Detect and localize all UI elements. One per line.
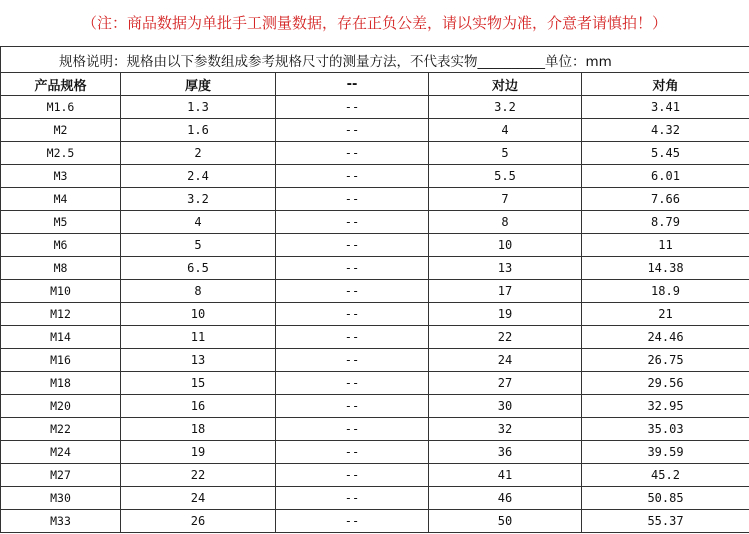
table-row <box>1 510 749 533</box>
cell-across-corners: 26.75 <box>582 349 749 372</box>
cell-across-flats: 4 <box>429 119 582 142</box>
table-row <box>1 418 749 441</box>
cell-thickness: 2 <box>121 142 276 165</box>
cell-across-flats: 36 <box>429 441 582 464</box>
cell-blank: -- <box>276 349 429 372</box>
cell-blank: -- <box>276 487 429 510</box>
spec-note-row <box>1 47 749 73</box>
cell-thickness: 19 <box>121 441 276 464</box>
cell-across-flats: 50 <box>429 510 582 533</box>
cell-across-flats: 8 <box>429 211 582 234</box>
cell-across-flats: 5 <box>429 142 582 165</box>
cell-blank: -- <box>276 418 429 441</box>
cell-blank: -- <box>276 165 429 188</box>
table-row <box>1 464 749 487</box>
cell-size: M33 <box>1 510 121 533</box>
cell-thickness: 5 <box>121 234 276 257</box>
cell-across-corners: 24.46 <box>582 326 749 349</box>
cell-across-flats: 10 <box>429 234 582 257</box>
cell-blank: -- <box>276 395 429 418</box>
cell-size: M20 <box>1 395 121 418</box>
cell-blank: -- <box>276 188 429 211</box>
cell-blank: -- <box>276 257 429 280</box>
header-blank: -- <box>276 73 429 96</box>
cell-size: M1.6 <box>1 96 121 119</box>
cell-across-corners: 32.95 <box>582 395 749 418</box>
cell-across-flats: 41 <box>429 464 582 487</box>
table-header-row <box>1 73 749 96</box>
cell-blank: -- <box>276 441 429 464</box>
cell-size: M30 <box>1 487 121 510</box>
cell-thickness: 6.5 <box>121 257 276 280</box>
header-across-flats: 对边 <box>429 73 582 96</box>
cell-across-flats: 22 <box>429 326 582 349</box>
cell-across-flats: 5.5 <box>429 165 582 188</box>
cell-size: M16 <box>1 349 121 372</box>
cell-blank: -- <box>276 326 429 349</box>
cell-size: M10 <box>1 280 121 303</box>
table-row <box>1 188 749 211</box>
cell-blank: -- <box>276 96 429 119</box>
cell-across-corners: 18.9 <box>582 280 749 303</box>
spec-table <box>0 46 749 533</box>
cell-size: M6 <box>1 234 121 257</box>
cell-thickness: 1.3 <box>121 96 276 119</box>
cell-thickness: 16 <box>121 395 276 418</box>
cell-thickness: 13 <box>121 349 276 372</box>
cell-thickness: 2.4 <box>121 165 276 188</box>
cell-size: M12 <box>1 303 121 326</box>
cell-across-flats: 3.2 <box>429 96 582 119</box>
cell-blank: -- <box>276 142 429 165</box>
cell-across-flats: 27 <box>429 372 582 395</box>
cell-across-flats: 17 <box>429 280 582 303</box>
cell-thickness: 22 <box>121 464 276 487</box>
header-thickness: 厚度 <box>121 73 276 96</box>
table-row <box>1 142 749 165</box>
cell-across-flats: 46 <box>429 487 582 510</box>
cell-across-corners: 35.03 <box>582 418 749 441</box>
header-across-corners: 对角 <box>582 73 749 96</box>
cell-across-flats: 30 <box>429 395 582 418</box>
table-row <box>1 257 749 280</box>
table-row <box>1 303 749 326</box>
cell-across-flats: 32 <box>429 418 582 441</box>
cell-size: M2.5 <box>1 142 121 165</box>
cell-thickness: 24 <box>121 487 276 510</box>
table-row <box>1 372 749 395</box>
cell-blank: -- <box>276 372 429 395</box>
table-row <box>1 119 749 142</box>
cell-across-corners: 29.56 <box>582 372 749 395</box>
table-row <box>1 487 749 510</box>
cell-size: M27 <box>1 464 121 487</box>
table-row <box>1 395 749 418</box>
cell-size: M18 <box>1 372 121 395</box>
cell-across-flats: 13 <box>429 257 582 280</box>
cell-across-flats: 19 <box>429 303 582 326</box>
cell-size: M4 <box>1 188 121 211</box>
table-row <box>1 326 749 349</box>
cell-blank: -- <box>276 303 429 326</box>
cell-thickness: 10 <box>121 303 276 326</box>
cell-size: M8 <box>1 257 121 280</box>
cell-across-corners: 3.41 <box>582 96 749 119</box>
cell-across-corners: 5.45 <box>582 142 749 165</box>
cell-thickness: 15 <box>121 372 276 395</box>
cell-size: M24 <box>1 441 121 464</box>
cell-thickness: 11 <box>121 326 276 349</box>
cell-blank: -- <box>276 510 429 533</box>
cell-thickness: 26 <box>121 510 276 533</box>
disclaimer-notice: （注：商品数据为单批手工测量数据，存在正负公差，请以实物为准，介意者请慎拍！） <box>81 14 667 32</box>
cell-across-corners: 7.66 <box>582 188 749 211</box>
cell-across-corners: 45.2 <box>582 464 749 487</box>
cell-across-corners: 39.59 <box>582 441 749 464</box>
cell-thickness: 8 <box>121 280 276 303</box>
cell-across-corners: 21 <box>582 303 749 326</box>
cell-across-corners: 11 <box>582 234 749 257</box>
table-row <box>1 165 749 188</box>
cell-size: M3 <box>1 165 121 188</box>
cell-thickness: 3.2 <box>121 188 276 211</box>
cell-across-corners: 8.79 <box>582 211 749 234</box>
cell-blank: -- <box>276 234 429 257</box>
cell-thickness: 4 <box>121 211 276 234</box>
cell-thickness: 18 <box>121 418 276 441</box>
table-row <box>1 441 749 464</box>
table-row <box>1 211 749 234</box>
table-row <box>1 96 749 119</box>
cell-size: M5 <box>1 211 121 234</box>
table-row <box>1 280 749 303</box>
spec-note: 规格说明：规格由以下参数组成参考规格尺寸的测量方法，不代表实物__________单位：mm <box>1 47 749 73</box>
cell-across-flats: 7 <box>429 188 582 211</box>
cell-across-corners: 14.38 <box>582 257 749 280</box>
cell-blank: -- <box>276 464 429 487</box>
cell-across-corners: 55.37 <box>582 510 749 533</box>
cell-blank: -- <box>276 280 429 303</box>
cell-across-corners: 50.85 <box>582 487 749 510</box>
cell-across-corners: 6.01 <box>582 165 749 188</box>
cell-size: M14 <box>1 326 121 349</box>
table-row <box>1 234 749 257</box>
header-size: 产品规格 <box>1 73 121 96</box>
cell-size: M2 <box>1 119 121 142</box>
cell-size: M22 <box>1 418 121 441</box>
table-row <box>1 349 749 372</box>
cell-blank: -- <box>276 119 429 142</box>
cell-blank: -- <box>276 211 429 234</box>
cell-across-flats: 24 <box>429 349 582 372</box>
cell-thickness: 1.6 <box>121 119 276 142</box>
cell-across-corners: 4.32 <box>582 119 749 142</box>
